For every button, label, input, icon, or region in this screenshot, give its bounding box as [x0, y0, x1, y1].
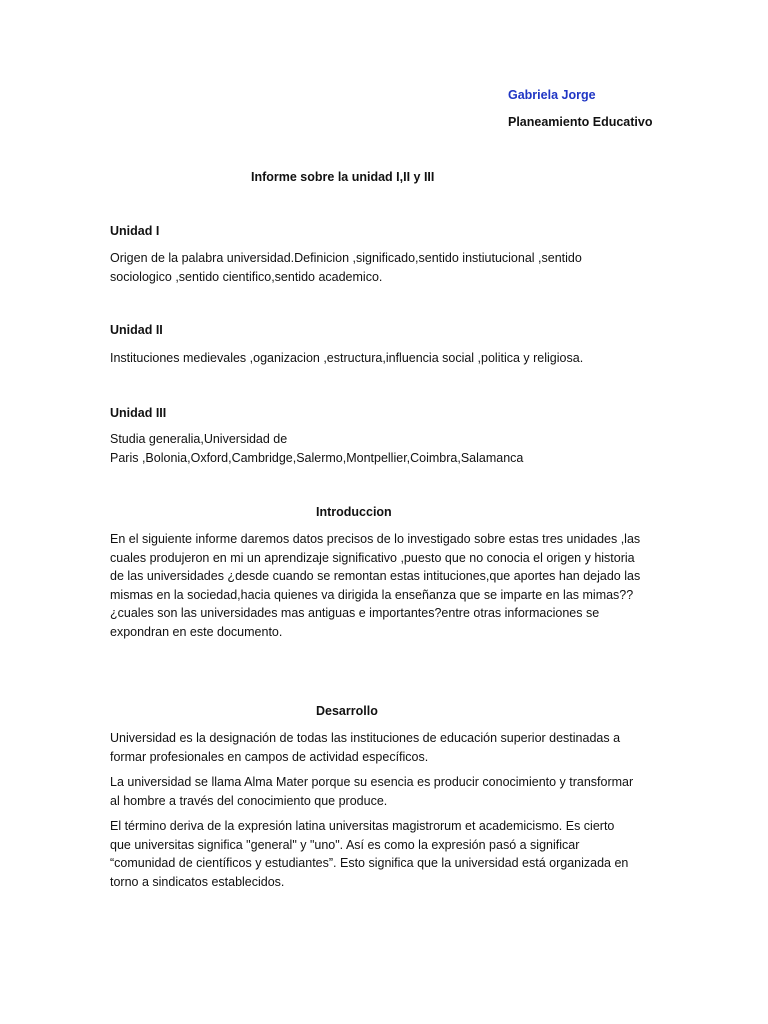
text-line: al hombre a través del conocimiento que produce. [110, 793, 388, 808]
unidad-1-text [110, 249, 650, 286]
text-line: Instituciones medievales ,oganizacion ,estructura,influencia social ,politica y religiosa. [110, 351, 584, 365]
unidad-2-text [110, 349, 650, 368]
text-line: Studia generalia,Universidad de [110, 432, 288, 446]
introduccion-heading: Introduccion [316, 505, 392, 519]
desarrollo-paragraph-1 [110, 729, 650, 766]
text-line: de las universidades ¿desde cuando se remontan estas intituciones,que aportes han dejado las [110, 569, 641, 583]
text-line: sociologico ,sentido cientifico,sentido academico. [110, 269, 383, 284]
text-line: En el siguiente informe daremos datos precisos de lo investigado sobre estas tres unidades ,las [110, 532, 641, 546]
unidad-3-text [110, 430, 650, 467]
unidad-2-heading: Unidad II [110, 323, 163, 337]
desarrollo-paragraph-3 [110, 817, 650, 891]
text-line: La universidad se llama Alma Mater porque su esencia es producir conocimiento y transformar [110, 775, 634, 789]
text-line: expondran en este documento. [110, 624, 283, 639]
text-line: formar profesionales en campos de actividad específicos. [110, 749, 429, 764]
course-name: Planeamiento Educativo [508, 115, 653, 129]
text-line: mismas en la sociedad,hacia quienes va dirigida la enseñanza que se imparte en las mimas?? [110, 587, 634, 602]
unidad-3-heading: Unidad III [110, 406, 167, 420]
text-line: cuales produjeron en mi un aprendizaje significativo ,puesto que no conocia el origen y historia [110, 550, 635, 565]
text-line: que universitas significa "general" y "uno". Así es como la expresión pasó a significar [110, 837, 580, 852]
text-line: Paris ,Bolonia,Oxford,Cambridge,Salermo,Montpellier,Coimbra,Salamanca [110, 450, 524, 465]
unidad-1-heading: Unidad I [110, 224, 160, 238]
text-line: El término deriva de la expresión latina universitas magistrorum et academicismo. Es cierto [110, 819, 615, 833]
text-line: Universidad es la designación de todas las instituciones de educación superior destinadas a [110, 731, 621, 745]
text-line: Origen de la palabra universidad.Definicion ,significado,sentido instiutucional ,sentido [110, 251, 582, 265]
introduccion-text [110, 530, 650, 641]
document-title: Informe sobre la unidad I,II y III [251, 170, 435, 184]
text-line: ¿cuales son las universidades mas antiguas e importantes?entre otras informaciones se [110, 606, 600, 620]
text-line: torno a sindicatos establecidos. [110, 874, 285, 889]
author-name: Gabriela Jorge [508, 88, 596, 102]
desarrollo-paragraph-2 [110, 773, 650, 810]
desarrollo-heading: Desarrollo [316, 704, 378, 718]
text-line: “comunidad de científicos y estudiantes”. Esto significa que la universidad está organizada en [110, 856, 629, 870]
